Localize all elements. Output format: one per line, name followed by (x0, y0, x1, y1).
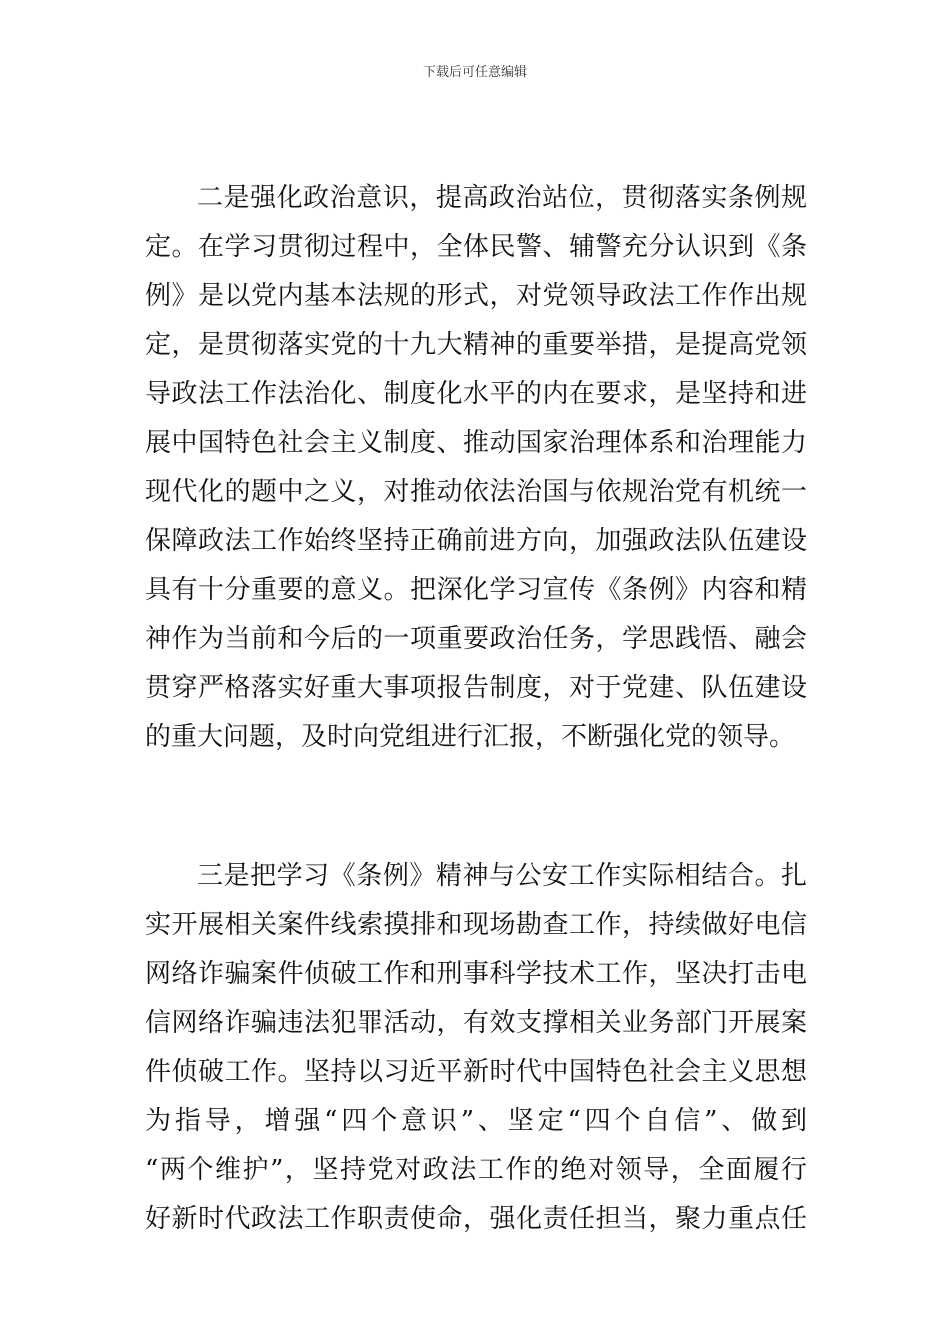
paragraph-2 (145, 174, 807, 762)
text-line: 导政法工作法治化、制度化水平的内在要求，是坚持和进 (145, 379, 807, 409)
text-line: 的重大问题，及时向党组进行汇报，不断强化党的领导。 (145, 722, 796, 752)
text-line: 定。在学习贯彻过程中，全体民警、辅警充分认识到《条 (145, 232, 807, 262)
text-line: 信网络诈骗违法犯罪活动，有效支撑相关业务部门开展案 (145, 1008, 807, 1038)
page-header: 下载后可任意编辑 (422, 65, 527, 80)
text-line: 网络诈骗案件侦破工作和刑事科学技术工作，坚决打击电 (145, 959, 807, 989)
paragraph-spacer (145, 762, 807, 852)
text-line: 好新时代政法工作职责使命，强化责任担当，聚力重点任 (145, 1204, 807, 1234)
text-line: 三是把学习《条例》精神与公安工作实际相结合。扎 (197, 861, 807, 891)
text-line: 神作为当前和今后的一项重要政治任务，学思践悟、融会 (145, 624, 807, 654)
text-line: 贯穿严格落实好重大事项报告制度，对于党建、队伍建设 (145, 673, 807, 703)
document-body (145, 174, 807, 1244)
text-line: 实开展相关案件线索摸排和现场勘查工作，持续做好电信 (145, 910, 807, 940)
text-line: 现代化的题中之义，对推动依法治国与依规治党有机统一 (145, 477, 807, 507)
text-line: 定，是贯彻落实党的十九大精神的重要举措，是提高党领 (145, 330, 807, 360)
text-line: 件侦破工作。坚持以习近平新时代中国特色社会主义思想 (145, 1057, 807, 1087)
text-line: 为指导，增强“四个意识”、坚定“四个自信”、做到 (145, 1106, 807, 1136)
paragraph-3 (145, 852, 807, 1244)
text-line: 二是强化政治意识，提高政治站位，贯彻落实条例规 (197, 183, 807, 213)
text-line: 展中国特色社会主义制度、推动国家治理体系和治理能力 (145, 428, 807, 458)
text-line: 保障政法工作始终坚持正确前进方向，加强政法队伍建设 (145, 526, 807, 556)
text-line: “两个维护”，坚持党对政法工作的绝对领导，全面履行 (145, 1155, 807, 1185)
text-line: 例》是以党内基本法规的形式，对党领导政法工作作出规 (145, 281, 807, 311)
text-line: 具有十分重要的意义。把深化学习宣传《条例》内容和精 (145, 575, 807, 605)
